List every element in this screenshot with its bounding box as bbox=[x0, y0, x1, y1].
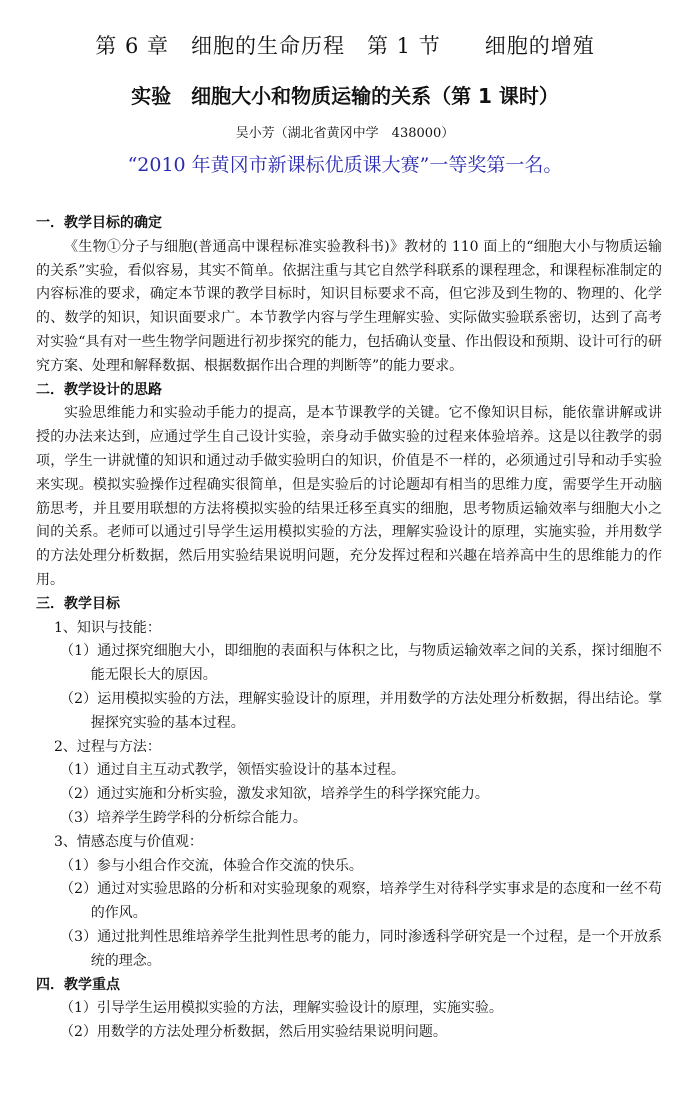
award-line: “2010 年黄冈市新课标优质课大赛”一等奖第一名。 bbox=[127, 154, 563, 176]
section-paragraph-1: 《生物①分子与细胞(普通高中课程标准实验教科书)》教材的 110 面上的“细胞大小与物质运输的关系”实验，看似容易，其实不简单。依据注重与其它自然学科联系的课程理念，和课程标准制定的内容标准的要求，确定本节课的教学目标时，知识目标要求不高，但它涉及到生物的、物理的、化学的、数学的知识，知识面要求广。本节教学内容与学生理解实验、实际做实验联系密切，达到了高考对实验“具有对一些生物学问题进行初步探究的能力，包括确认变量、作出假设和预期、设计可行的研究方案、处理和解释数据、根据数据作出合理的判断等”的能力要求。 bbox=[36, 238, 662, 374]
section-paragraph-2: 实验思维能力和实验动手能力的提高，是本节课教学的关键。它不像知识目标，能依靠讲解或讲授的办法来达到，应通过学生自己设计实验，亲身动手做实验的过程来体验培养。这是以往教学的弱项，学生一讲就懂的知识和通过动手做实验明白的知识，价值是不一样的，必须通过引导和动手实验来实现。模拟实验操作过程确实很简单，但是实验后的讨论题却有相当的思维力度，需要学生开动脑筋思考，并且要用联想的方法将模拟实验的结果迁移至真实的细胞，思考物质运输效率与细胞大小之间的关系。老师可以通过引导学生运用模拟实验的方法，理解实验设计的原理，实施实验，并用数学的方法处理分析数据，然后用实验结果说明问题，充分发挥过程和兴趣在培养高中生的思维能力的作用。 bbox=[36, 405, 662, 588]
section-heading-3: 三．教学目标 bbox=[36, 595, 120, 612]
goal-group-2: 2、过程与方法： bbox=[54, 738, 161, 755]
goal-group-1: 1、知识与技能： bbox=[54, 619, 161, 636]
section-heading-2: 二．教学设计的思路 bbox=[36, 381, 162, 398]
goal-item: （1）通过探究细胞大小，即细胞的表面积与体积之比，与物质运输效率之间的关系，探讨细胞不能无限长大的原因。 bbox=[60, 643, 662, 684]
chapter-heading: 第 6 章 细胞的生命历程 第 1 节 细胞的增殖 bbox=[95, 34, 595, 58]
goal-item: （1）参与小组合作交流，体验合作交流的快乐。 bbox=[60, 857, 363, 874]
goal-item: （2）通过对实验思路的分析和对实验现象的观察，培养学生对待科学实事求是的态度和一丝不苟的作风。 bbox=[60, 881, 662, 922]
goal-item: （2）运用模拟实验的方法，理解实验设计的原理，并用数学的方法处理分析数据，得出结论。掌握探究实验的基本过程。 bbox=[60, 690, 662, 731]
goal-item: （2）通过实施和分析实验，激发求知欲，培养学生的科学探究能力。 bbox=[60, 786, 489, 803]
goal-group-3: 3、情感态度与价值观： bbox=[54, 833, 203, 850]
goal-item: （3）通过批判性思维培养学生批判性思考的能力，同时渗透科学研究是一个过程，是一个开放系统的理念。 bbox=[60, 928, 662, 969]
author-line: 吴小芳（湖北省黄冈中学 438000） bbox=[235, 126, 455, 141]
key-point-item: （1）引导学生运用模拟实验的方法，理解实验设计的原理，实施实验。 bbox=[60, 1000, 503, 1017]
section-heading-1: 一．教学目标的确定 bbox=[36, 215, 162, 231]
goal-item: （3）培养学生跨学科的分析综合能力。 bbox=[60, 809, 307, 826]
section-heading-4: 四．教学重点 bbox=[36, 976, 120, 993]
goal-item: （1）通过自主互动式教学，领悟实验设计的基本过程。 bbox=[60, 762, 405, 779]
document-body bbox=[36, 212, 662, 1045]
key-point-item: （2）用数学的方法处理分析数据，然后用实验结果说明问题。 bbox=[60, 1024, 447, 1041]
experiment-title: 实验 细胞大小和物质运输的关系（第 1 课时） bbox=[131, 84, 559, 108]
